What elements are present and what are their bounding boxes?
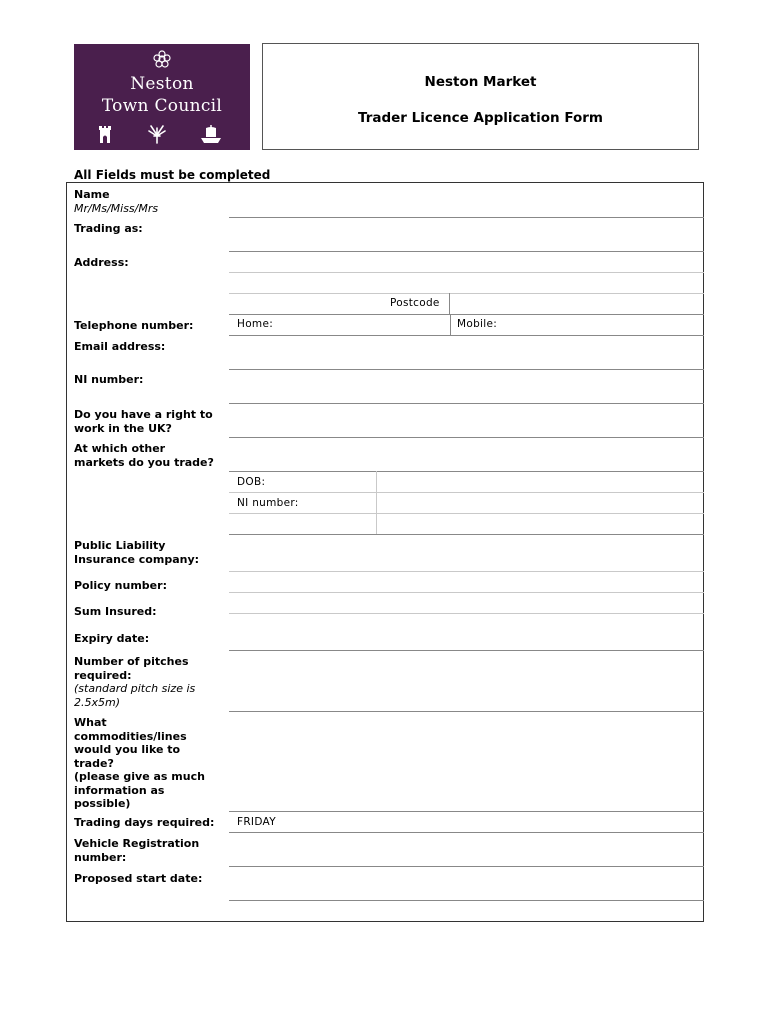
logo-text-neston: Neston — [130, 74, 194, 94]
other-ni-field-line[interactable] — [229, 513, 704, 514]
label-pitches-hint2: 2.5x5m) — [74, 695, 121, 709]
name-field-line[interactable] — [229, 217, 704, 218]
dob-label: DOB: — [237, 476, 266, 488]
telephone-field-line[interactable] — [229, 335, 704, 336]
sum-insured-field-line[interactable] — [229, 613, 704, 614]
pitches-field-line[interactable] — [229, 711, 704, 712]
label-telephone: Telephone number: — [74, 319, 194, 332]
label-liability — [74, 539, 229, 566]
other-ni-label: NI number: — [237, 497, 299, 509]
postcode-label: Postcode — [390, 297, 440, 309]
label-commodities-line2: commodities/lines — [74, 729, 187, 743]
postcode-divider — [449, 293, 450, 314]
label-commodities-line4: trade? — [74, 756, 114, 770]
trading-days-value: FRIDAY — [237, 816, 276, 828]
right-to-work-field-line[interactable] — [229, 437, 704, 438]
extra-field-line[interactable] — [229, 534, 704, 535]
label-right-to-work-line1: Do you have a right to — [74, 408, 213, 421]
other-markets-field-line[interactable] — [229, 471, 704, 472]
label-right-to-work-line2: work in the UK? — [74, 421, 172, 435]
wheatsheaf-emblem-icon — [146, 122, 168, 144]
rose-seal-icon — [153, 50, 171, 68]
home-phone-label: Home: — [237, 318, 274, 330]
label-trading-days: Trading days required: — [74, 816, 215, 829]
label-commodities-line7: possible) — [74, 797, 131, 810]
page-subtitle: Trader Licence Application Form — [357, 110, 603, 126]
ni-number-field-line[interactable] — [229, 403, 704, 404]
label-pitches-line1: Number of pitches — [74, 655, 189, 668]
label-trading-as: Trading as: — [74, 222, 143, 235]
email-field-line[interactable] — [229, 369, 704, 370]
label-vehicle-line2: number: — [74, 850, 127, 864]
label-commodities-line3: would you like to — [74, 743, 181, 756]
dob-divider — [376, 471, 377, 534]
label-pitches-line2: required: — [74, 668, 132, 682]
trading-days-field-line[interactable] — [229, 832, 704, 833]
label-other-markets-line1: At which other — [74, 442, 166, 455]
dob-field-line[interactable] — [229, 492, 704, 493]
label-liability-line2: Insurance company: — [74, 552, 200, 566]
label-pitches — [74, 655, 229, 709]
label-expiry-date: Expiry date: — [74, 632, 150, 645]
label-vehicle — [74, 837, 229, 864]
title-box — [262, 43, 699, 150]
label-other-markets — [74, 442, 229, 469]
start-date-field-line[interactable] — [229, 900, 704, 901]
label-name-text: Name — [74, 188, 110, 201]
ship-emblem-icon — [198, 122, 224, 144]
council-logo — [74, 44, 250, 150]
label-policy-number: Policy number: — [74, 579, 167, 592]
vehicle-field-line[interactable] — [229, 866, 704, 867]
page-title: Neston Market — [424, 74, 537, 90]
label-commodities — [74, 716, 229, 811]
label-other-markets-line2: markets do you trade? — [74, 455, 214, 469]
label-vehicle-line1: Vehicle Registration — [74, 837, 200, 850]
expiry-date-field-line[interactable] — [229, 650, 704, 651]
label-email: Email address: — [74, 340, 166, 353]
label-commodities-line1: What — [74, 716, 107, 729]
mobile-phone-label: Mobile: — [457, 318, 498, 330]
phone-divider — [450, 314, 451, 335]
liability-field-line[interactable] — [229, 571, 704, 572]
address-line-3[interactable] — [229, 314, 704, 315]
label-name — [74, 188, 229, 215]
label-start-date: Proposed start date: — [74, 872, 203, 885]
label-right-to-work — [74, 408, 229, 435]
commodities-field-line[interactable] — [229, 811, 704, 812]
label-address: Address: — [74, 256, 129, 269]
policy-number-field-line[interactable] — [229, 592, 704, 593]
trading-as-field-line[interactable] — [229, 251, 704, 252]
label-commodities-line6: information as — [74, 783, 165, 797]
label-liability-line1: Public Liability — [74, 539, 166, 552]
label-pitches-hint1: (standard pitch size is — [74, 682, 196, 695]
logo-text-town-council: Town Council — [101, 96, 223, 116]
label-name-hint: Mr/Ms/Miss/Mrs — [74, 201, 159, 215]
tower-emblem-icon — [94, 122, 116, 144]
address-line-2[interactable] — [229, 293, 704, 294]
label-commodities-line5: (please give as much — [74, 770, 205, 783]
instruction-text: All Fields must be completed — [74, 168, 271, 182]
label-ni-number: NI number: — [74, 373, 144, 386]
label-sum-insured: Sum Insured: — [74, 605, 157, 618]
address-line-1[interactable] — [229, 272, 704, 273]
